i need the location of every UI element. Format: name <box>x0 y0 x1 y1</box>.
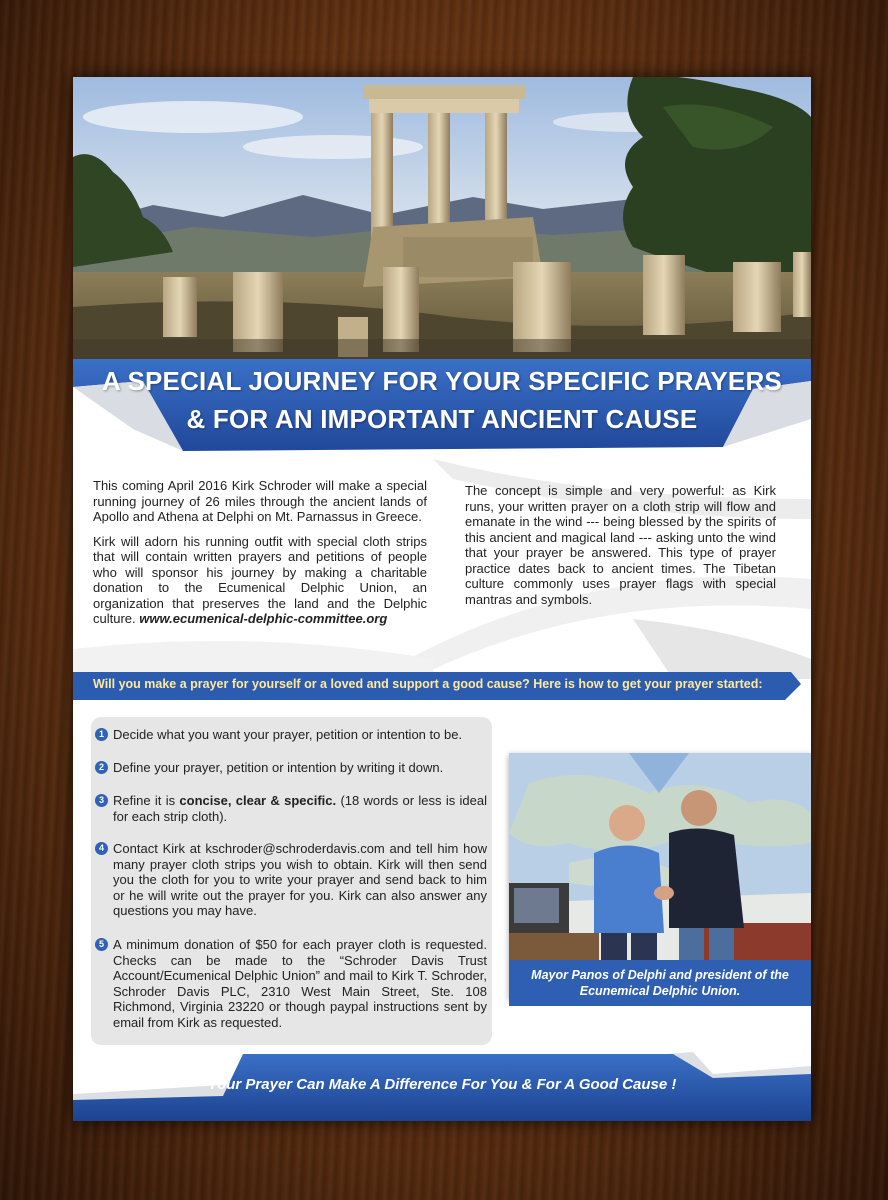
step-2 <box>98 760 487 776</box>
step-4 <box>98 841 487 919</box>
intro-paragraph-2-text: Kirk will adorn his running outfit with special cloth strips that will contain written prayers and petitions of people who will sponsor his journey by making a charitable donation to the Ecumenical Delphic Union, an organization that preserves the land and the Delphic culture. <box>93 533 427 626</box>
step-5 <box>98 937 487 1030</box>
step-text-post: (18 words or less is ideal for each strip cloth). <box>113 793 487 824</box>
step-text-bold: concise, clear & specific. <box>179 793 337 808</box>
step-text: Define your prayer, petition or intention by writing it down. <box>113 760 444 775</box>
photo-caption-line1: Mayor Panos of Delphi and president of the <box>531 968 789 982</box>
step-text-pre: Refine it is <box>113 793 180 808</box>
step-number-badge: 2 <box>95 761 108 774</box>
step-number-badge: 1 <box>95 728 108 741</box>
step-number-badge: 3 <box>95 794 108 807</box>
page-title-line1: A SPECIAL JOURNEY FOR YOUR SPECIFIC PRAYERS <box>102 366 782 396</box>
intro-paragraph-1: This coming April 2016 Kirk Schroder will make a special running journey of 26 miles through the ancient lands of Apollo and Athena at Delphi on Mt. Parnassus in Greece. <box>93 478 427 524</box>
website-link[interactable]: www.ecumenical-delphic-committee.org <box>139 611 388 626</box>
intro-paragraph-3: The concept is simple and very powerful: as Kirk runs, your written prayer on a cloth strip will flow and emanate in the wind --- being blessed by the spirits of this ancient and magical land --- asking unto the wind that your prayer be answered. This type of prayer practice dates back to ancient times. The Tibetan culture commonly uses prayer flags with special mantras and symbols. <box>465 483 776 607</box>
step-text: A minimum donation of $50 for each prayer cloth is requested. Checks can be made to the “Schroder Davis Trust Account/Ecumenical Delphic Union” and mail to Kirk T. Schroder, Schroder Davis PLC, 2310 West Main Street, Ste. 108 Richmond, Virginia 23220 or though paypal instructions sent by email from Kirk as requested. <box>113 937 487 1030</box>
intro-paragraph-2 <box>93 534 427 627</box>
photo-caption <box>509 967 811 999</box>
step-number-badge: 4 <box>95 842 108 855</box>
cta-text: Will you make a prayer for yourself or a loved and support a good cause? Here is how to get your prayer started: <box>93 677 763 691</box>
intro-right-column <box>465 483 776 616</box>
step-3 <box>98 793 487 824</box>
page-title-line2: & FOR AN IMPORTANT ANCIENT CAUSE <box>186 404 698 434</box>
intro-left-column <box>93 478 427 636</box>
step-text: Contact Kirk at kschroder@schroderdavis.com and tell him how many prayer cloth strips you wish to obtain. Kirk will then send you the cloth for you to write your prayer and send back to him or he will write out the prayer for you. Kirk can also answer any questions you may have. <box>113 841 487 918</box>
footer-tagline: Your Prayer Can Make A Difference For You & For A Good Cause ! <box>207 1076 677 1093</box>
step-text: Decide what you want your prayer, petition or intention to be. <box>113 727 463 742</box>
steps-box <box>91 717 492 1045</box>
photo-caption-line2: Ecunemical Delphic Union. <box>579 984 741 998</box>
step-1 <box>98 727 487 743</box>
flyer <box>73 77 811 1121</box>
hero-photo-delphi-ruins <box>73 77 811 359</box>
step-number-badge: 5 <box>95 938 108 951</box>
